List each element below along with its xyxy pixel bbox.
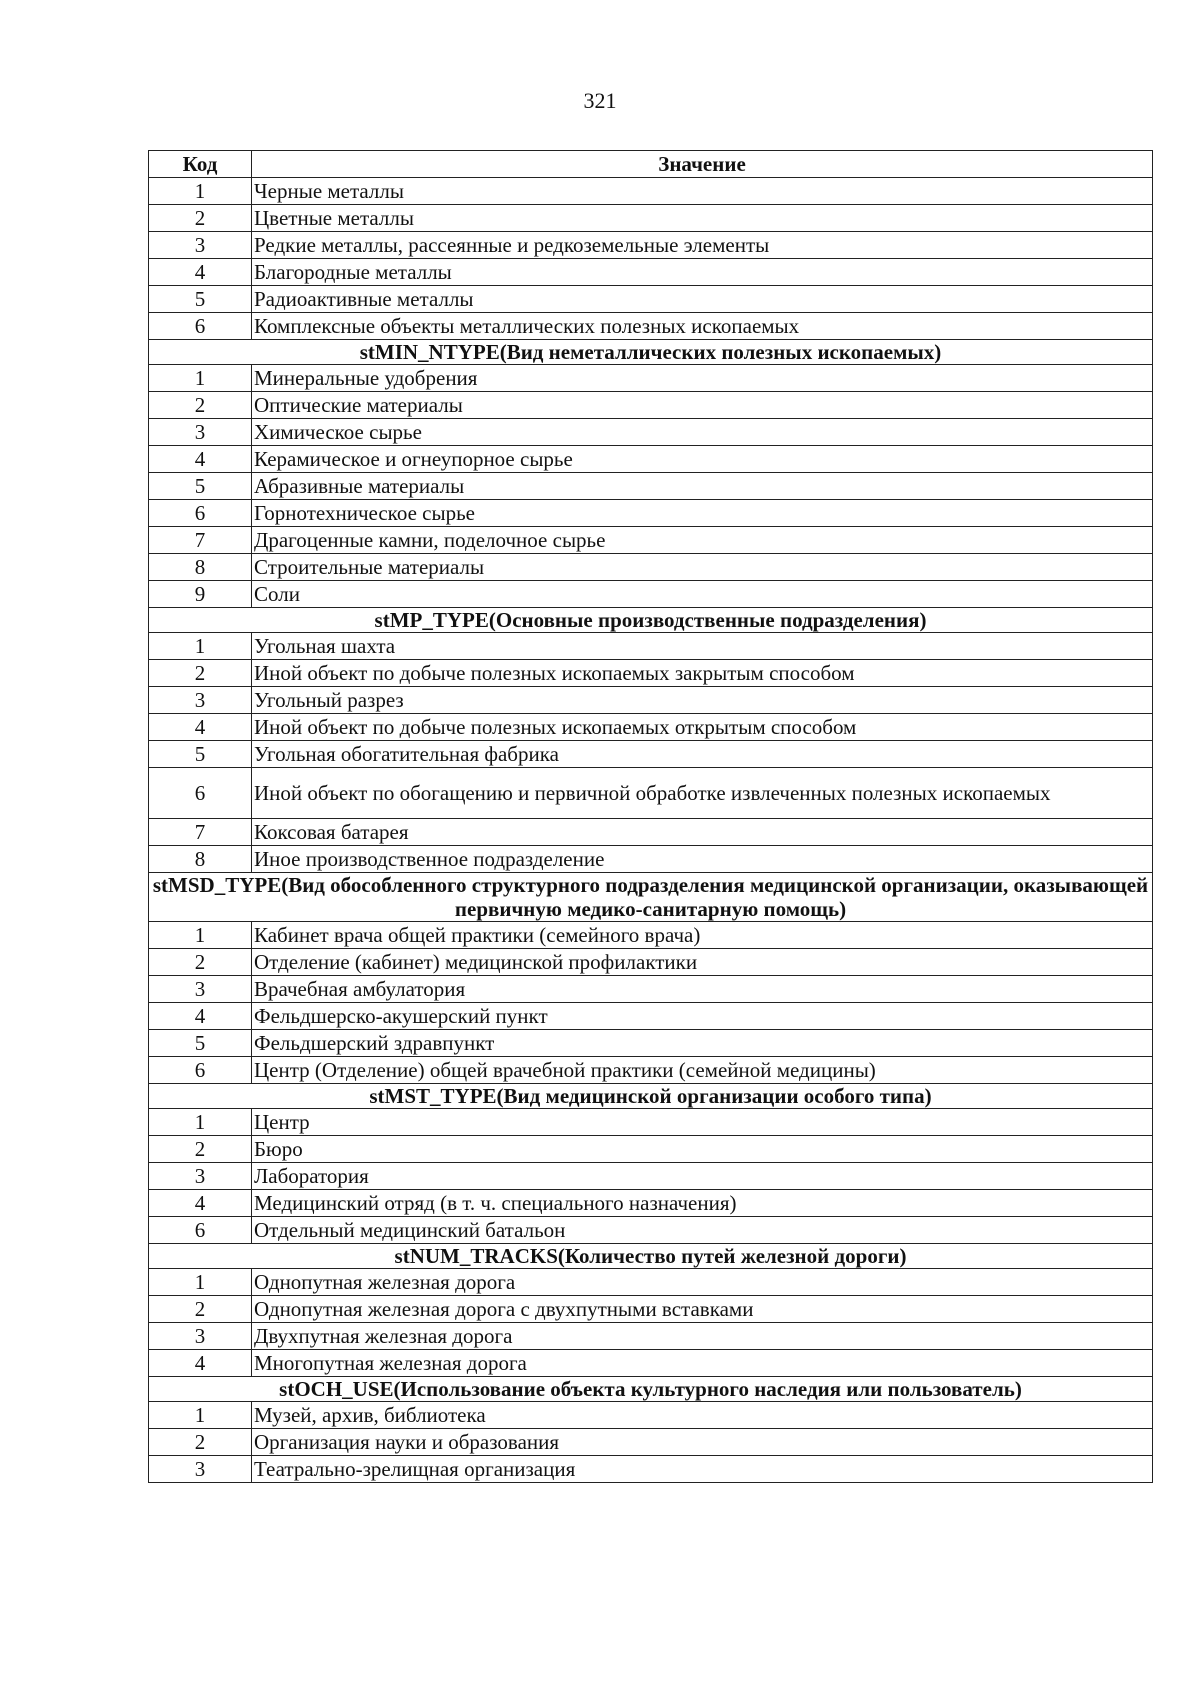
row-code: 4	[149, 1350, 252, 1377]
header-value: Значение	[252, 151, 1153, 178]
row-code: 2	[149, 949, 252, 976]
table-row	[149, 1402, 1153, 1429]
row-value: Многопутная железная дорога	[252, 1350, 1153, 1377]
row-code: 8	[149, 554, 252, 581]
row-value: Комплексные объекты металлических полезных ископаемых	[252, 313, 1153, 340]
row-value: Редкие металлы, рассеянные и редкоземельные элементы	[252, 232, 1153, 259]
row-value: Медицинский отряд (в т. ч. специального назначения)	[252, 1190, 1153, 1217]
table-row	[149, 1163, 1153, 1190]
table-row	[149, 259, 1153, 286]
table-row	[149, 446, 1153, 473]
row-value: Центр	[252, 1109, 1153, 1136]
section-header-row	[149, 340, 1153, 365]
table-row	[149, 286, 1153, 313]
table-row	[149, 581, 1153, 608]
row-value: Благородные металлы	[252, 259, 1153, 286]
row-code: 1	[149, 633, 252, 660]
row-value: Кабинет врача общей практики (семейного врача)	[252, 922, 1153, 949]
table-row	[149, 1350, 1153, 1377]
table-body	[149, 178, 1153, 1483]
row-code: 4	[149, 714, 252, 741]
row-code: 7	[149, 819, 252, 846]
row-code: 6	[149, 313, 252, 340]
row-value: Музей, архив, библиотека	[252, 1402, 1153, 1429]
row-code: 1	[149, 1109, 252, 1136]
row-value: Бюро	[252, 1136, 1153, 1163]
classifier-table	[148, 150, 1153, 1483]
section-header-row	[149, 608, 1153, 633]
row-code: 8	[149, 846, 252, 873]
row-value: Горнотехническое сырье	[252, 500, 1153, 527]
row-code: 2	[149, 660, 252, 687]
table-row	[149, 660, 1153, 687]
row-code: 2	[149, 392, 252, 419]
table-row	[149, 949, 1153, 976]
row-value: Отдельный медицинский батальон	[252, 1217, 1153, 1244]
row-code: 1	[149, 365, 252, 392]
table-row	[149, 1323, 1153, 1350]
row-value: Абразивные материалы	[252, 473, 1153, 500]
row-value: Цветные металлы	[252, 205, 1153, 232]
row-code: 2	[149, 1136, 252, 1163]
table-row	[149, 392, 1153, 419]
row-value: Организация науки и образования	[252, 1429, 1153, 1456]
section-header-row	[149, 873, 1153, 922]
section-title: stMIN_NTYPE(Вид неметаллических полезных ископаемых)	[149, 340, 1153, 365]
table-row	[149, 178, 1153, 205]
row-value: Врачебная амбулатория	[252, 976, 1153, 1003]
row-value: Черные металлы	[252, 178, 1153, 205]
row-code: 1	[149, 922, 252, 949]
row-value: Соли	[252, 581, 1153, 608]
section-header-row	[149, 1377, 1153, 1402]
table-row	[149, 1003, 1153, 1030]
table-row	[149, 500, 1153, 527]
row-value: Двухпутная железная дорога	[252, 1323, 1153, 1350]
row-code: 3	[149, 419, 252, 446]
row-value: Угольная шахта	[252, 633, 1153, 660]
row-value: Иной объект по добыче полезных ископаемых открытым способом	[252, 714, 1153, 741]
row-code: 6	[149, 500, 252, 527]
row-code: 3	[149, 1456, 252, 1483]
table-row	[149, 1190, 1153, 1217]
row-value: Фельдшерский здравпункт	[252, 1030, 1153, 1057]
row-value: Фельдшерско-акушерский пункт	[252, 1003, 1153, 1030]
row-value: Химическое сырье	[252, 419, 1153, 446]
row-code: 2	[149, 1296, 252, 1323]
section-title: stOCH_USE(Использование объекта культурного наследия или пользователь)	[149, 1377, 1153, 1402]
row-value: Угольная обогатительная фабрика	[252, 741, 1153, 768]
row-code: 3	[149, 976, 252, 1003]
row-code: 2	[149, 1429, 252, 1456]
section-title: stMSD_TYPE(Вид обособленного структурного подразделения медицинской организации, оказывающей первичную медико-санитарную помощь)	[149, 873, 1153, 922]
row-code: 1	[149, 178, 252, 205]
row-code: 4	[149, 259, 252, 286]
table-row	[149, 1217, 1153, 1244]
row-code: 5	[149, 1030, 252, 1057]
table-row	[149, 1136, 1153, 1163]
table-row	[149, 741, 1153, 768]
header-code: Код	[149, 151, 252, 178]
table-row	[149, 473, 1153, 500]
row-value: Коксовая батарея	[252, 819, 1153, 846]
row-value: Однопутная железная дорога с двухпутными вставками	[252, 1296, 1153, 1323]
row-code: 6	[149, 768, 252, 819]
table-row	[149, 1456, 1153, 1483]
table-row	[149, 633, 1153, 660]
table-row	[149, 687, 1153, 714]
row-value: Театрально-зрелищная организация	[252, 1456, 1153, 1483]
row-value: Керамическое и огнеупорное сырье	[252, 446, 1153, 473]
row-value: Оптические материалы	[252, 392, 1153, 419]
section-title: stMST_TYPE(Вид медицинской организации особого типа)	[149, 1084, 1153, 1109]
table-row	[149, 365, 1153, 392]
table-row	[149, 922, 1153, 949]
section-header-row	[149, 1244, 1153, 1269]
row-code: 4	[149, 1190, 252, 1217]
table-row	[149, 768, 1153, 819]
row-value: Иной объект по добыче полезных ископаемых закрытым способом	[252, 660, 1153, 687]
row-code: 6	[149, 1057, 252, 1084]
table-row	[149, 1429, 1153, 1456]
row-value: Лаборатория	[252, 1163, 1153, 1190]
row-code: 5	[149, 286, 252, 313]
table-row	[149, 1296, 1153, 1323]
table-row	[149, 846, 1153, 873]
section-header-row	[149, 1084, 1153, 1109]
row-value: Иное производственное подразделение	[252, 846, 1153, 873]
section-title: stNUM_TRACKS(Количество путей железной дороги)	[149, 1244, 1153, 1269]
table-row	[149, 819, 1153, 846]
table-row	[149, 232, 1153, 259]
table-row	[149, 419, 1153, 446]
table-row	[149, 976, 1153, 1003]
row-code: 3	[149, 232, 252, 259]
row-code: 3	[149, 687, 252, 714]
row-value: Центр (Отделение) общей врачебной практики (семейной медицины)	[252, 1057, 1153, 1084]
table-row	[149, 527, 1153, 554]
row-value: Однопутная железная дорога	[252, 1269, 1153, 1296]
row-code: 1	[149, 1269, 252, 1296]
table-row	[149, 1057, 1153, 1084]
row-value: Минеральные удобрения	[252, 365, 1153, 392]
row-code: 5	[149, 473, 252, 500]
row-value: Иной объект по обогащению и первичной обработке извлеченных полезных ископаемых	[252, 768, 1153, 819]
row-value: Строительные материалы	[252, 554, 1153, 581]
row-value: Драгоценные камни, поделочное сырье	[252, 527, 1153, 554]
table-row	[149, 205, 1153, 232]
page-number: 321	[583, 88, 617, 113]
row-code: 4	[149, 446, 252, 473]
row-code: 6	[149, 1217, 252, 1244]
row-code: 5	[149, 741, 252, 768]
table-row	[149, 1030, 1153, 1057]
section-title: stMP_TYPE(Основные производственные подразделения)	[149, 608, 1153, 633]
table-row	[149, 714, 1153, 741]
table-header-row	[149, 151, 1153, 178]
table-row	[149, 313, 1153, 340]
table-row	[149, 554, 1153, 581]
row-code: 3	[149, 1323, 252, 1350]
row-value: Радиоактивные металлы	[252, 286, 1153, 313]
row-code: 4	[149, 1003, 252, 1030]
row-code: 3	[149, 1163, 252, 1190]
row-code: 1	[149, 1402, 252, 1429]
row-code: 9	[149, 581, 252, 608]
row-code: 7	[149, 527, 252, 554]
row-value: Угольный разрез	[252, 687, 1153, 714]
table-row	[149, 1109, 1153, 1136]
row-value: Отделение (кабинет) медицинской профилактики	[252, 949, 1153, 976]
row-code: 2	[149, 205, 252, 232]
table-row	[149, 1269, 1153, 1296]
